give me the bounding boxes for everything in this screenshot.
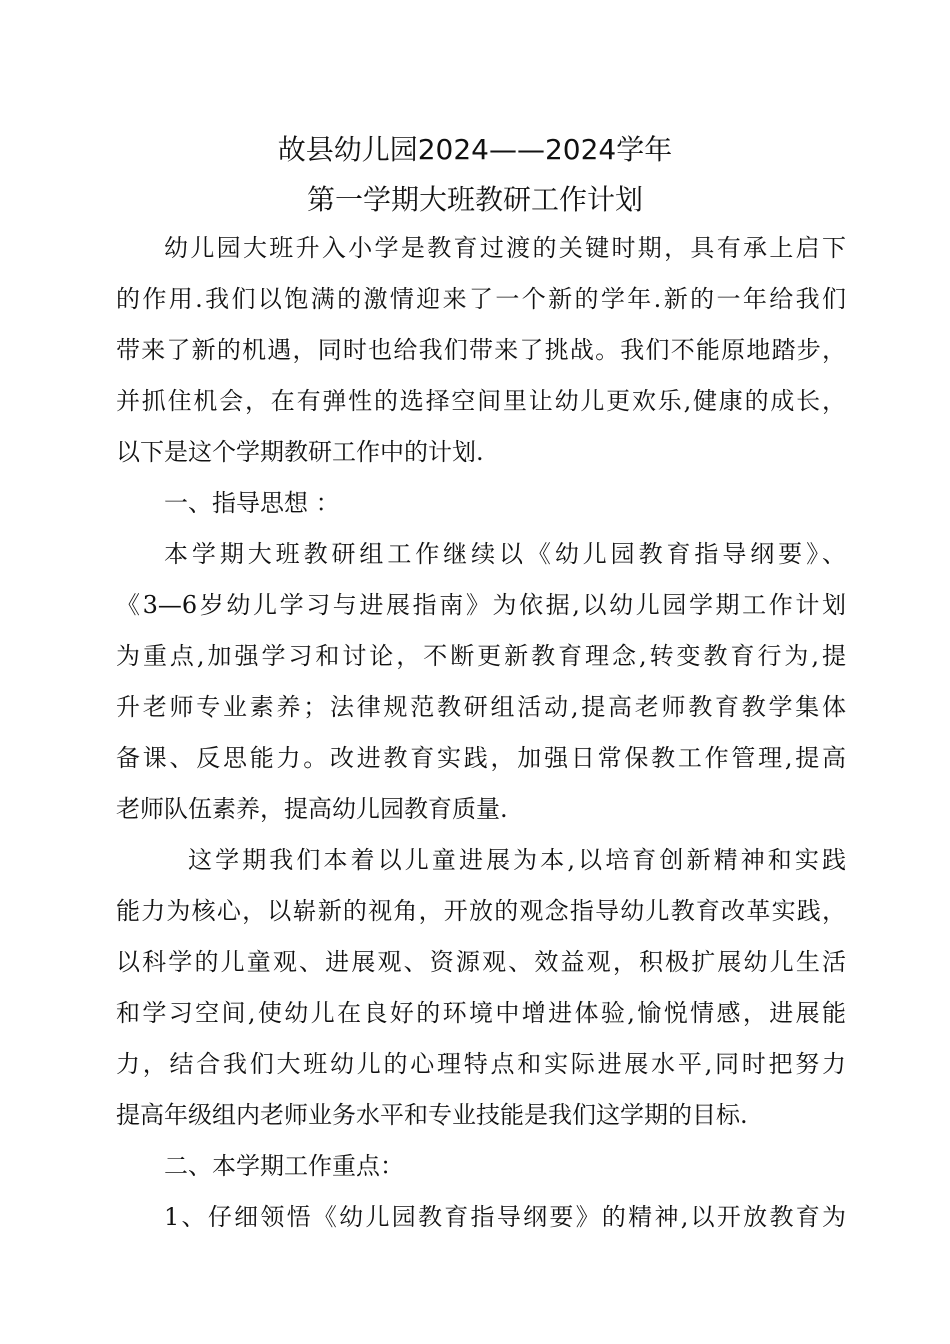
intro-line: 并抓住机会，在有弹性的选择空间里让幼儿更欢乐,健康的成长， — [116, 387, 846, 415]
section1-para2-line: 提高年级组内老师业务水平和专业技能是我们这学期的目标. — [116, 1101, 748, 1129]
section1-para2-line: 和学习空间,使幼儿在良好的环境中增进体验,愉悦情感，进展能 — [116, 999, 846, 1027]
section2-item-line: 1、仔细领悟《幼儿园教育指导纲要》的精神,以开放教育为 — [164, 1203, 846, 1231]
intro-line: 以下是这个学期教研工作中的计划. — [116, 438, 484, 466]
section1-para2-line: 这学期我们本着以儿童进展为本,以培育创新精神和实践 — [188, 846, 846, 874]
section1-para1-line: 为重点,加强学习和讨论，不断更新教育理念,转变教育行为,提 — [116, 642, 846, 670]
intro-line: 带来了新的机遇，同时也给我们带来了挑战。我们不能原地踏步， — [116, 336, 846, 364]
section1-para1-line: 《3—6岁幼儿学习与进展指南》为依据,以幼儿园学期工作计划 — [116, 591, 846, 619]
section1-para1-line: 升老师专业素养；法律规范教研组活动,提高老师教育教学集体 — [116, 693, 846, 721]
section1-para2-line: 能力为核心，以崭新的视角，开放的观念指导幼儿教育改革实践， — [116, 897, 846, 925]
document-title-line1: 故县幼儿园2024——2024学年 — [277, 133, 673, 166]
section-heading: 一、指导思想 ： — [164, 489, 340, 517]
section1-para1-line: 本学期大班教研组工作继续以《幼儿园教育指导纲要》、 — [164, 540, 846, 568]
intro-line: 幼儿园大班升入小学是教育过渡的关键时期，具有承上启下 — [164, 234, 846, 262]
section1-para1-line: 老师队伍素养，提高幼儿园教育质量. — [116, 795, 508, 823]
section1-para2-line: 力，结合我们大班幼儿的心理特点和实际进展水平,同时把努力 — [116, 1050, 846, 1078]
section1-para2-line: 以科学的儿童观、进展观、资源观、效益观，积极扩展幼儿生活 — [116, 948, 846, 976]
intro-line: 的作用.我们以饱满的激情迎来了一个新的学年.新的一年给我们 — [116, 285, 846, 313]
section1-para1-line: 备课、反思能力。改进教育实践，加强日常保教工作管理,提高 — [116, 744, 846, 772]
document-title-line2: 第一学期大班教研工作计划 — [306, 183, 643, 216]
section-heading: 二、本学期工作重点： — [164, 1152, 404, 1180]
